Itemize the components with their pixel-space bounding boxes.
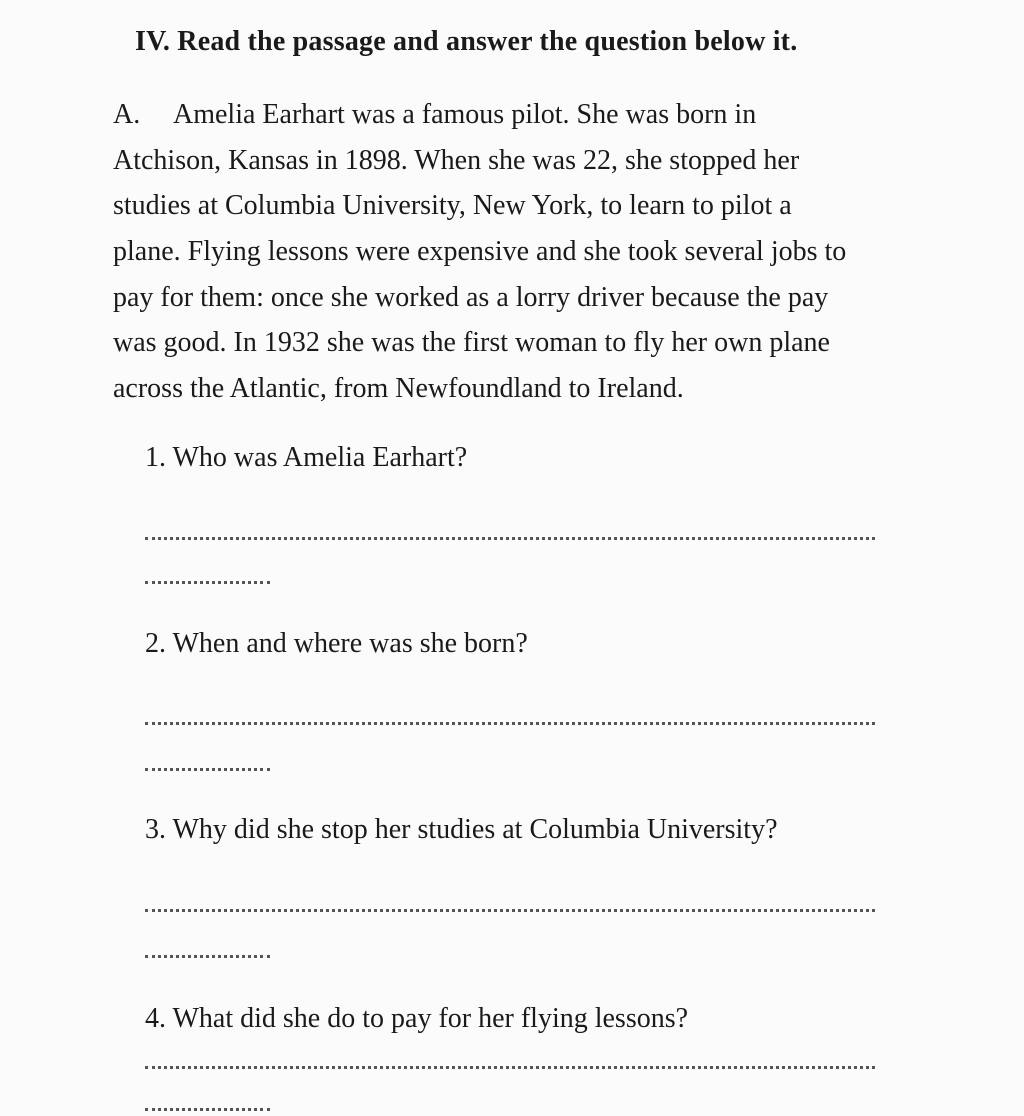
answer-line-4b[interactable] <box>145 1108 270 1111</box>
answer-line-3b[interactable] <box>145 955 270 958</box>
answer-line-4a[interactable] <box>145 1066 875 1069</box>
answer-line-1a[interactable] <box>145 537 875 540</box>
passage-line-4: plane. Flying lessons were expensive and she took several jobs to <box>113 236 847 268</box>
passage-line-5: pay for them: once she worked as a lorry driver because the pay <box>113 281 829 313</box>
passage-line-3: studies at Columbia University, New York, to learn to pilot a <box>113 190 792 222</box>
passage-line-2: Atchison, Kansas in 1898. When she was 22, she stopped her <box>113 144 800 176</box>
question-2: 2. When and where was she born? <box>145 628 528 659</box>
answer-line-2b[interactable] <box>145 768 270 771</box>
passage-line-1: A. Amelia Earhart was a famous pilot. She was born in <box>113 92 913 138</box>
passage-line-7: across the Atlantic, from Newfoundland to Ireland. <box>113 373 684 405</box>
passage-line-6: was good. In 1932 she was the first woman to fly her own plane <box>113 327 830 359</box>
reading-passage <box>113 92 913 412</box>
question-3: 3. Why did she stop her studies at Columbia University? <box>145 814 778 845</box>
section-heading: IV. Read the passage and answer the question below it. <box>135 26 798 57</box>
answer-line-2a[interactable] <box>145 722 875 725</box>
question-4: 4. What did she do to pay for her flying lessons? <box>145 1003 689 1034</box>
question-1: 1. Who was Amelia Earhart? <box>145 442 468 473</box>
answer-line-1b[interactable] <box>145 581 270 584</box>
passage-marker: A. <box>113 99 141 130</box>
answer-line-3a[interactable] <box>145 909 875 912</box>
